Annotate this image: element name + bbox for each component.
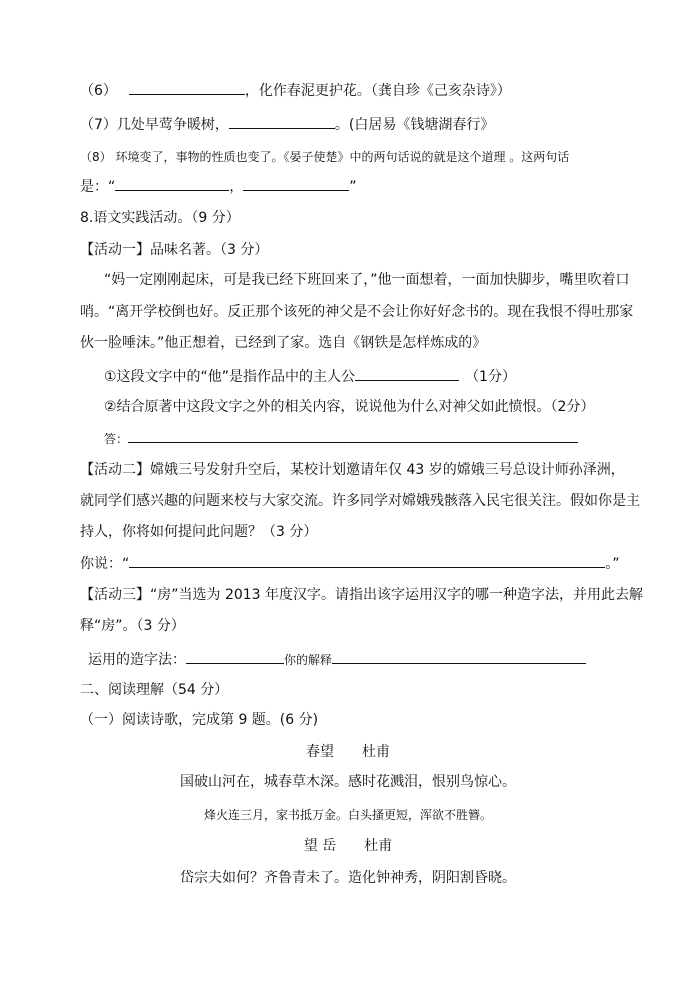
question-text: ，化作春泥更护花。（龚自珍《己亥杂诗》） bbox=[244, 83, 511, 99]
q8-prefix: 是：“ bbox=[80, 179, 116, 195]
answer-line bbox=[104, 428, 578, 449]
answer-blank[interactable] bbox=[129, 553, 605, 568]
answer-blank[interactable] bbox=[115, 176, 229, 191]
question-number: （6） bbox=[80, 83, 117, 99]
activity1-paragraph: 哨。“离开学校倒也好。反正那个该死的神父是不会让你好好念书的。现在我恨不得吐那家 bbox=[80, 304, 634, 320]
activity3-answer bbox=[88, 649, 586, 670]
q8-close: ” bbox=[349, 179, 357, 195]
answer-blank[interactable] bbox=[355, 366, 459, 381]
activity2-answer bbox=[80, 553, 620, 574]
question-text: 。(白居易《钱塘湖春行》 bbox=[334, 117, 495, 133]
activity1-paragraph: “妈一定刚刚起床，可是我已经下班回来了，”他一面想着，一面加快脚步，嘴里吹着口 bbox=[104, 272, 630, 288]
poem-author: 杜甫 bbox=[362, 744, 390, 760]
answer-close: 。” bbox=[605, 556, 620, 572]
answer-blank[interactable] bbox=[229, 114, 335, 129]
section-heading: 二、阅读理解（54 分） bbox=[80, 682, 229, 698]
activity3-text: 【活动三】“房”当选为 2013 年度汉字。请指出该字运用汉字的哪一种造字法，并用此去解 bbox=[80, 587, 644, 603]
activity2-text: 持人，你将如何提问此问题？（3 分） bbox=[80, 524, 318, 540]
activity3-text: 释“房”。（3 分） bbox=[80, 618, 185, 634]
q8-line-1: （8） 环境变了，事物的性质也变了。《晏子使楚》中的两句话说的就是这个道理 。这两句话 bbox=[80, 150, 570, 164]
answer-label: 答： bbox=[104, 432, 129, 446]
subsection-heading: （一）阅读诗歌，完成第 9 题。(6 分) bbox=[80, 712, 319, 728]
answer-label: 你说：“ bbox=[80, 556, 130, 572]
poem-author: 杜甫 bbox=[364, 838, 393, 854]
section-title-8: 8.语文实践活动。（9 分） bbox=[80, 210, 240, 226]
activity1-question-2: ②结合原著中这段文字之外的相关内容，说说他为什么对神父如此愤恨。（2分） bbox=[104, 399, 595, 415]
q8-comma: ， bbox=[229, 179, 244, 195]
question-number: （7） bbox=[80, 117, 117, 133]
activity1-paragraph: 伙一脸唾沫。”他正想着，已经到了家。选自《钢铁是怎样炼成的》 bbox=[80, 335, 487, 351]
method-label: 运用的造字法： bbox=[88, 652, 186, 668]
poem2-line: 岱宗夫如何？齐鲁青未了。造化钟神秀，阴阳割昏晓。 bbox=[180, 870, 516, 886]
poem1-line: 烽火连三月，家书抵万金。白头搔更短，浑欲不胜簪。 bbox=[203, 808, 492, 822]
poem1-title-line bbox=[0, 742, 696, 762]
question-text: ①这段文字中的“他”是指作品中的主人公 bbox=[104, 369, 356, 385]
explain-label: 你的解释 bbox=[284, 653, 333, 667]
answer-blank[interactable] bbox=[243, 176, 349, 191]
answer-blank[interactable] bbox=[332, 649, 586, 664]
activity1-question-1 bbox=[104, 366, 516, 387]
q8-line-2 bbox=[80, 176, 357, 197]
activity2-text: 就同学们感兴趣的问题来校与大家交流。许多同学对嫦娥残骸落入民宅很关注。假如你是主 bbox=[80, 493, 640, 509]
activity2-text: 【活动二】嫦娥三号发射升空后，某校计划邀请年仅 43 岁的嫦娥三号总设计师孙泽洲， bbox=[80, 462, 625, 478]
answer-blank[interactable] bbox=[186, 649, 284, 664]
poem2-title-line bbox=[0, 836, 696, 856]
question-text: 几处早莺争暖树， bbox=[116, 117, 229, 133]
poem-title: 春望 bbox=[306, 744, 334, 760]
poem1-line: 国破山河在，城春草木深。感时花溅泪，恨别鸟惊心。 bbox=[180, 774, 516, 790]
q6-line bbox=[80, 80, 511, 101]
poem-title: 望 岳 bbox=[303, 838, 337, 854]
answer-blank[interactable] bbox=[129, 80, 245, 95]
score: （1分） bbox=[465, 369, 516, 385]
activity1-heading: 【活动一】品味名著。（3 分） bbox=[80, 242, 269, 258]
q7-line bbox=[80, 114, 494, 135]
answer-blank[interactable] bbox=[128, 428, 578, 443]
